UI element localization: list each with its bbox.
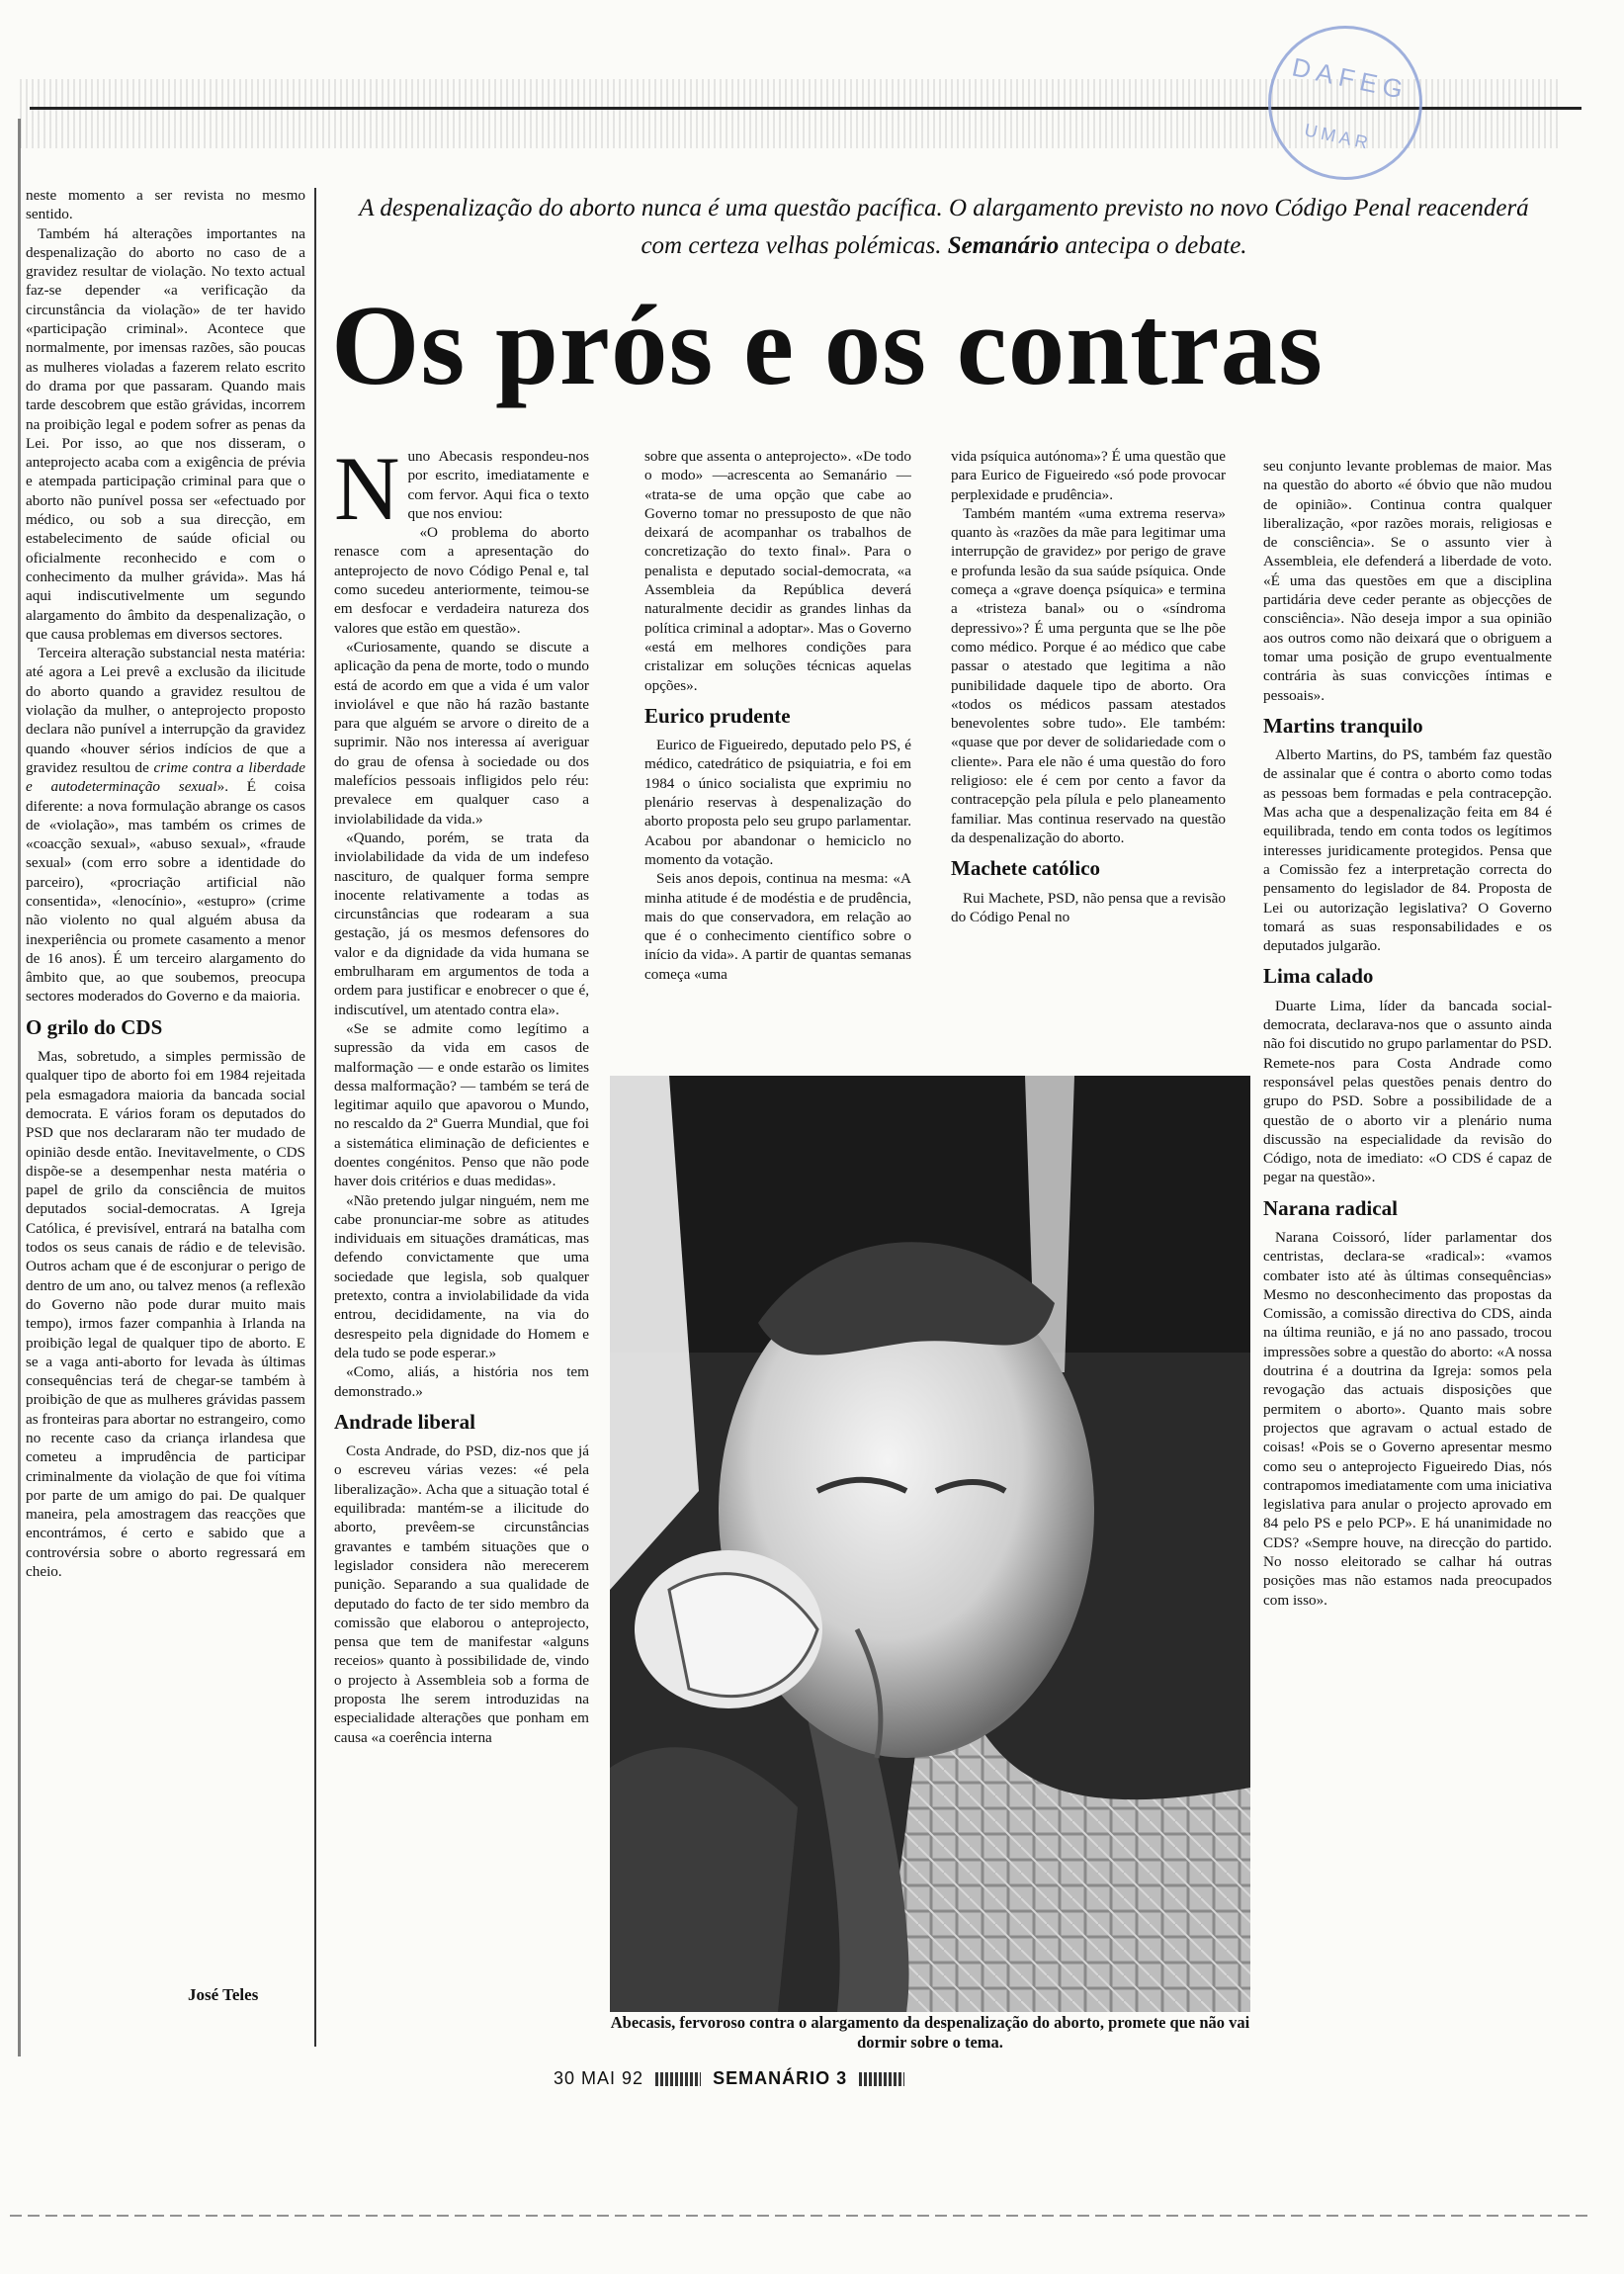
paragraph-text: Terceira alteração substancial nesta matéria: até agora a Lei prevê a exclusão da ilicitude do aborto quando a gravidez resultou de violação da mulher, o anteprojecto proposto declara não punível a interrupção da gravidez quando «houver sérios indícios de que a gravidez resultou de: [26, 645, 305, 776]
subheading: O grilo do CDS: [26, 1014, 163, 1039]
paragraph: «Quando, porém, se trata da inviolabilidade da vida de um indefeso nascituro, de qualquer forma sempre inocente relativamente a todas as circunstâncias que rodearam a sua gestação, já os mesmos defensores do valor e da dignidade da vida humana se embrulharam em argumentos de toda a ordem para justificar e enobrecer o que é, indiscutível, um atentado contra ela».: [334, 829, 589, 1018]
paragraph: Também há alterações importantes na despenalização do aborto no caso de a gravidez resultar de violação. No texto actual faz-se depender «a verificação da circunstância da violação» de ter havido «participação criminal». Acontece que normalmente, por imensas razões, são poucas as mulheres violadas a fazerem relato escrito do drama por que passaram. Quando mais tarde descobrem que estão grávidas, incorrem na proibição legal e podem sofrer as penas da Lei. Por isso, ao que nos disseram, o anteprojecto acaba com a exigência de prévia e atempada participação criminal para que o aborto não punível possa ser «efectuado por médico, ou sob a sua direcção, em estabelecimento de saúde oficial ou oficialmente reconhecido e com o conhecimento da mulher grávida». Mas há aqui indiscutivelmente um segundo alargamento do âmbito da despenalização, o que causa problemas em diversos sectores.: [26, 224, 305, 643]
deck-text: A despenalização do aborto nunca é uma questão pacífica. O alargamento previsto no novo Código Penal reacenderá com certeza velhas polémicas.: [359, 195, 1529, 259]
paragraph: «Não pretendo julgar ninguém, nem me cabe pronunciar-me sobre as atitudes individuais em situações dramáticas, mas defendo convictamente que uma sociedade que legisla, sob qualquer pretexto, contra a inviolabilidade da vida entrou, decididamente, na via do desrespeito pela dignidade do Homem e dela tudo se pode esperar.»: [334, 1191, 589, 1361]
column-3: [644, 447, 911, 1060]
paragraph: «Curiosamente, quando se discute a aplicação da pena de morte, todo o mundo está de acordo em que a vida é um valor inviolável e que não há razão bastante para que alguém se arvore o direito de a suprimir. Não nos interessa aí averiguar do grau de ofensa à sociedade ou dos malefícios pessoais infligidos pelo réu: prevalece em qualquer caso a inviolabilidade da vida.»: [334, 638, 589, 828]
paragraph: «Como, aliás, a história nos tem demonstrado.»: [334, 1363, 589, 1400]
paragraph: seu conjunto levante problemas de maior. Mas na questão do aborto «é óbvio que não mudou de opinião». Continua contra qualquer liberalização, «por razões morais, religiosas e de consciência». Se o assunto vier à Assembleia, ele defenderá a liberdade de voto. «É uma das questões em que a disciplina partidária deve ceder perante as objecções de consciência». Não deseja impor a sua opinião aos outros como não deixará que o obriguem a tomar uma posição de grupo eventualmente contrária às suas convicções íntimas e pessoais».: [1263, 458, 1552, 704]
deck-paper-name: Semanário: [947, 232, 1060, 259]
paragraph: sobre que assenta o anteprojecto». «De todo o modo» —acrescenta ao Semanário — «trata-se de uma opção que cabe ao Governo tomar no pressuposto de que não deixará de acompanhar os trabalhos de concretização do texto final». Para o penalista e deputado social-democrata, «a Assembleia da República deverá naturalmente decidir as grandes linhas da política criminal a adoptar». Mas o Governo «está em melhores condições para cristalizar em soluções técnicas aquelas opções».: [644, 448, 911, 694]
photo-caption: Abecasis, fervoroso contra o alargamento da despenalização do aborto, promete que não vai dormir sobre o tema.: [610, 2013, 1250, 2052]
page-edge: [18, 119, 21, 2056]
paragraph: Eurico de Figueiredo, deputado pelo PS, é médico, catedrático de psiquiatria, e foi em 1984 o único socialista que exprimiu no plenário reservas à despenalização do aborto proposta pelo seu grupo parlamentar. Acabou por abandonar o hemiciclo no momento da votação.: [644, 737, 911, 868]
footer-rule: [859, 2072, 904, 2086]
column-4: [951, 447, 1226, 1060]
photo-abecasis: [610, 1076, 1250, 2012]
stamp-top-text: DAFEG: [1289, 51, 1411, 106]
deck-text-end: antecipa o debate.: [1065, 232, 1247, 259]
paragraph: Seis anos depois, continua na mesma: «A minha atitude é de modéstia e de prudência, mais do que conservadora, em relação ao que é o conhecimento científico sobre o início da vida». A partir de quantas semanas começa «uma: [644, 870, 911, 983]
paper-name: SEMANÁRIO: [713, 2068, 831, 2088]
paragraph: Costa Andrade, do PSD, diz-nos que já o escreveu várias vezes: «é pela liberalização». Acha que a situação total é equilibrada: mantém-se a ilicitude do aborto, prevêem-se circunstâncias gravantes e também situações que o legislador considera não merecerem punição. Separando a sua qualidade de deputado do facto de ter sido membro da comissão que elaborou o anteprojecto, pensa que tem de manifestar «alguns receios» quanto à possibilidade de, vindo o projecto à Assembleia sob a forma de proposta lhe serem introduzidas na especialidade alterações que ponham em causa «a coerência interna: [334, 1443, 589, 1746]
headline: Os prós e os contras: [331, 283, 1324, 408]
subheading: Narana radical: [1263, 1195, 1398, 1220]
paragraph: «Se se admite como legítimo a supressão da vida em casos de malformação — e onde estarão os limites dessa malformação? — também se terá de legitimar aquilo que apavorou o Mundo, no rescaldo da 2ª Guerra Mundial, que foi a sistemática eliminação de deficientes e doentes congénitos. Penso que não pode haver dois critérios e duas medidas».: [334, 1019, 589, 1190]
paragraph-text: uno Abecasis respondeu-nos por escrito, imediatamente e com fervor. Aqui fica o texto que nos enviou:: [407, 448, 589, 522]
paragraph: Alberto Martins, do PS, também faz questão de assinalar que é contra o aborto como todas as pessoas bem formadas e pela contracepção. Mas acha que a despenalização feita em 84 é equilibrada, tendo em conta todos os legítimos interesses juridicamente protegidos. Pensa que a Comissão fez a interpretação correcta do pensamento do legislador de 84. Proposta de Lei ou autorização legislativa? O Governo tomará as suas responsabilidades e os deputados julgarão.: [1263, 746, 1552, 955]
paragraph: Também mantém «uma extrema reserva» quanto às «razões da mãe para legitimar uma interrupção de gravidez» por perigo de grave e profunda lesão da sua saúde psíquica. Onde começa a «grave doença psíquica» e termina a «tristeza banal» ou o «síndroma depressivo»? É uma pergunta que se lhe põe como médico. Porque é ao médico que cabe passar o atestado que legitima a não punibilidade daquele tipo de aborto. Ora «todos os médicos passam atestados benevolentes sobre tudo». Ele também: «quase que por dever de solidariedade com o cliente». Para ele não é uma questão do foro religioso: ele é cem por cento a favor da contracepção pela pílula e pelo planeamento familiar. Mas continua reservado na questão da despenalização do aborto.: [951, 504, 1226, 846]
paragraph: Rui Machete, PSD, não pensa que a revisão do Código Penal no: [951, 889, 1226, 925]
bottom-rule: [10, 2215, 1591, 2217]
paragraph: vida psíquica autónoma»? É uma questão que para Eurico de Figueiredo «só pode provocar perplexidade e prudência».: [951, 448, 1226, 503]
column-rule: [314, 188, 316, 2047]
deck: [336, 190, 1552, 265]
portrait-illustration: [610, 1076, 1250, 2012]
footer-rule: [655, 2072, 701, 2086]
paragraph: Narana Coissoró, líder parlamentar dos centristas, declara-se «radical»: «vamos combater isto até às últimas consequências» Mesmo no desconhecimento das propostas da Comissão, a comissão directiva do CDS, ainda na última reunião, e já no ano passado, trocou impressões sobre a questão do aborto: «A nossa doutrina é a doutrina da Igreja: somos pela revogação das actuais disposições que permitem o aborto». Quanto mais sobre projectos que agravam o actual estado de coisas! «Pois se o Governo apresentar mesmo como seu o anteprojecto Figueiredo Dias, nós contrapomos imediatamente com uma iniciativa legislativa para anular o projecto aprovado em 84 pelo PS e pelo PCP». E há unanimidade no CDS? «Sempre houve, na direcção do partido. No nosso eleitorado se calhar há outras posições mas não estamos nada preocupados com isso».: [1263, 1228, 1552, 1609]
paragraph: Mas, sobretudo, a simples permissão de qualquer tipo de aborto foi em 1984 rejeitada pela esmagadora maioria da bancada social democrata. E vários foram os deputados do PSD que nos declararam não ter mudado de opinião desde então. Inevitavelmente, o CDS dispõe-se a desempenhar nesta matéria o papel de grilo da consciência de muitos deputados social-democratas. A Igreja Católica, é previsível, entrará na batalha com todos os seus canais de rádio e de televisão. Outros acham que é de esconjurar o perigo de dentro de um ano, ou talvez menos (a reflexão do Governo não pode durar muito mais tempo), irmos fazer companhia à Irlanda na proibição legal de qualquer tipo de aborto. E se a vaga anti-aborto for levada às últimas consequências terá de chegar-se também à proibição de que as mulheres grávidas passem as fronteiras para abortar no estrangeiro, como no recente caso da criança irlandesa que cometeu a imprudência de participar criminalmente da violação de que foi vítima por parte de um amigo do pai. De qualquer maneira, pela amostragem das reacções que encontrámos, é certo e sabido que a controvérsia sobre o aborto regressará em cheio.: [26, 1048, 305, 1581]
column-2: [334, 438, 589, 2058]
paragraph: Duarte Lima, líder da bancada social-democrata, declarava-nos que o assunto ainda não foi discutido no grupo parlamentar do PSD. Remete-nos para Costa Andrade como responsável pelas questões penais dentro do grupo do PSD. Sobre a possibilidade de a questão de o aborto vir a plenário numa discussão na especialidade da revisão do Código, nota de imediato: «O CDS é capaz de pegar na questão».: [1263, 997, 1552, 1186]
subheading: Lima calado: [1263, 964, 1374, 989]
emphasis: crime contra a liberdade e autodeterminação sexual: [26, 758, 306, 796]
page-footer: [554, 2068, 979, 2089]
paragraph: [334, 438, 589, 539]
page-number: 3: [836, 2068, 848, 2088]
drop-cap: N: [334, 438, 400, 539]
paragraph-text: ». É coisa diferente: a nova formulação abrange os casos de «violação», mas também os crimes de «coacção sexual», «abuso sexual», «fraude sexual» (com erro sobre a identidade do parceiro), «procriação artificial não consentida», «lenocínio», «estupro» (crime não violento no qual alguém abusa da inexperiência ou promete casamento a menor de 16 anos). É um terceiro alargamento do âmbito que, ao que soubemos, preocupa sectores moderados do Governo e da maioria.: [26, 778, 305, 1006]
library-stamp: [1253, 11, 1436, 194]
subheading: Eurico prudente: [644, 703, 791, 728]
subheading: Martins tranquilo: [1263, 713, 1423, 738]
column-1: [26, 186, 305, 2025]
column-5: [1263, 457, 1552, 2068]
byline: José Teles: [188, 1985, 259, 2004]
stamp-bottom-text: UMAR: [1302, 120, 1374, 154]
subheading: Andrade liberal: [334, 1409, 475, 1434]
paragraph: «O problema do aborto renasce com a apresentação do anteprojecto de novo Código Penal e, tal como sucedeu anteriormente, teimou-se em desfocar e verdadeira natureza dos valores que estão em questão».: [334, 524, 589, 637]
paragraph: [26, 644, 305, 1006]
paragraph: neste momento a ser revista no mesmo sentido.: [26, 187, 305, 223]
subheading: Machete católico: [951, 856, 1101, 881]
issue-date: 30 MAI 92: [554, 2068, 644, 2088]
